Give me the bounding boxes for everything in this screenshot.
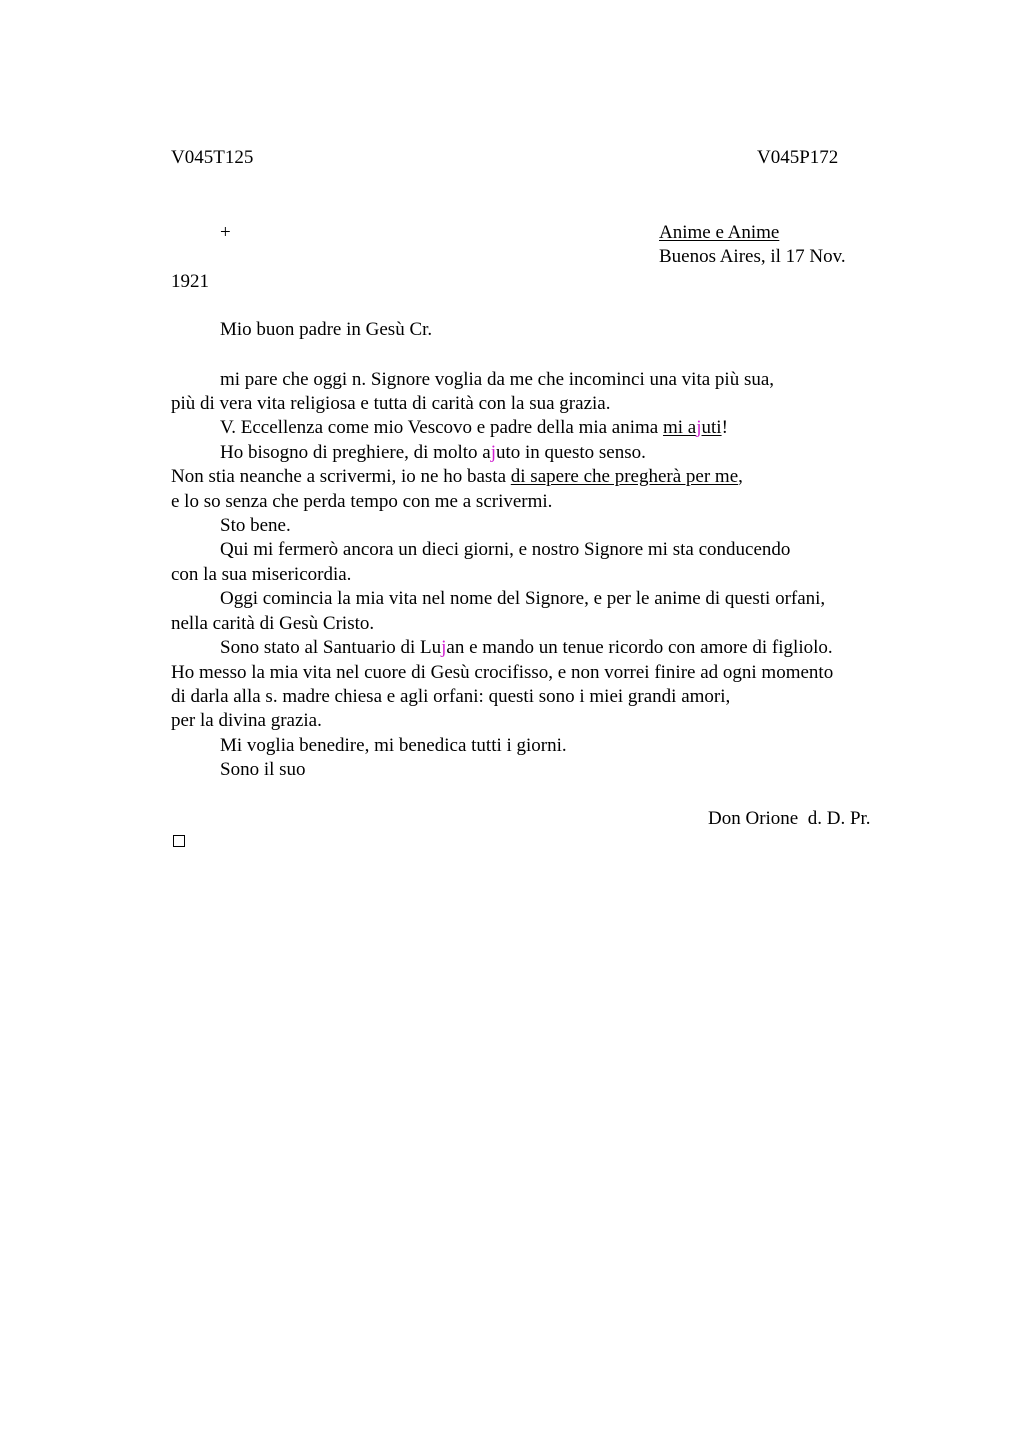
doc-code-right: V045P172	[757, 147, 839, 168]
text-run: !	[721, 417, 728, 438]
body-line: più di vera vita religiosa e tutta di carità con la sua grazia.	[171, 393, 611, 414]
body-line: Sto bene.	[220, 515, 291, 536]
text-run: uti	[701, 417, 722, 438]
text-run: uto in questo senso.	[496, 442, 646, 463]
text-run: ,	[738, 466, 743, 487]
body-line	[171, 465, 743, 489]
year: 1921	[171, 271, 209, 292]
body-line: mi pare che oggi n. Signore voglia da me che incominci una vita più sua,	[220, 369, 775, 390]
letter-title	[659, 221, 779, 245]
doc-code-left: V045T125	[171, 147, 254, 168]
body-line	[220, 441, 646, 465]
signature: Don Orione d. D. Pr.	[708, 808, 871, 829]
highlighted-letter: j	[441, 637, 447, 658]
body-line	[220, 416, 728, 440]
end-square-mark	[173, 835, 185, 847]
body-line: e lo so senza che perda tempo con me a scrivermi.	[171, 491, 553, 512]
text-run: Non stia neanche a scrivermi, io ne ho basta	[171, 466, 511, 487]
body-line: Ho messo la mia vita nel cuore di Gesù crocifisso, e non vorrei finire ad ogni momento	[171, 662, 834, 683]
body-line: nella carità di Gesù Cristo.	[171, 613, 375, 634]
body-line: per la divina grazia.	[171, 710, 322, 731]
body-line: con la sua misericordia.	[171, 564, 352, 585]
text-run: Sono stato al Santuario di Lu	[220, 637, 442, 658]
text-run: mi a	[662, 417, 697, 438]
letter-title-text: Anime e Anime	[659, 222, 780, 243]
salutation: Mio buon padre in Gesù Cr.	[220, 319, 433, 340]
body-line: Qui mi fermerò ancora un dieci giorni, e nostro Signore mi sta conducendo	[220, 539, 791, 560]
text-run: an e mando un tenue ricordo con amore di figliolo.	[446, 637, 833, 658]
body-line: di darla alla s. madre chiesa e agli orfani: questi sono i miei grandi amori,	[171, 686, 731, 707]
place-date: Buenos Aires, il 17 Nov.	[659, 246, 846, 267]
highlighted-letter: j	[696, 417, 702, 438]
body-line: Sono il suo	[220, 759, 306, 780]
text-run: V. Eccellenza come mio Vescovo e padre della mia anima	[220, 417, 663, 438]
underlined-phrase	[663, 417, 722, 438]
body-line: Oggi comincia la mia vita nel nome del Signore, e per le anime di questi orfani,	[220, 588, 826, 609]
cross-mark: +	[220, 222, 231, 243]
text-run: Ho bisogno di preghiere, di molto a	[220, 442, 491, 463]
body-line	[220, 636, 833, 660]
body-line: Mi voglia benedire, mi benedica tutti i giorni.	[220, 735, 567, 756]
underlined-phrase: di sapere che pregherà per me	[510, 466, 739, 487]
highlighted-letter: j	[490, 442, 496, 463]
